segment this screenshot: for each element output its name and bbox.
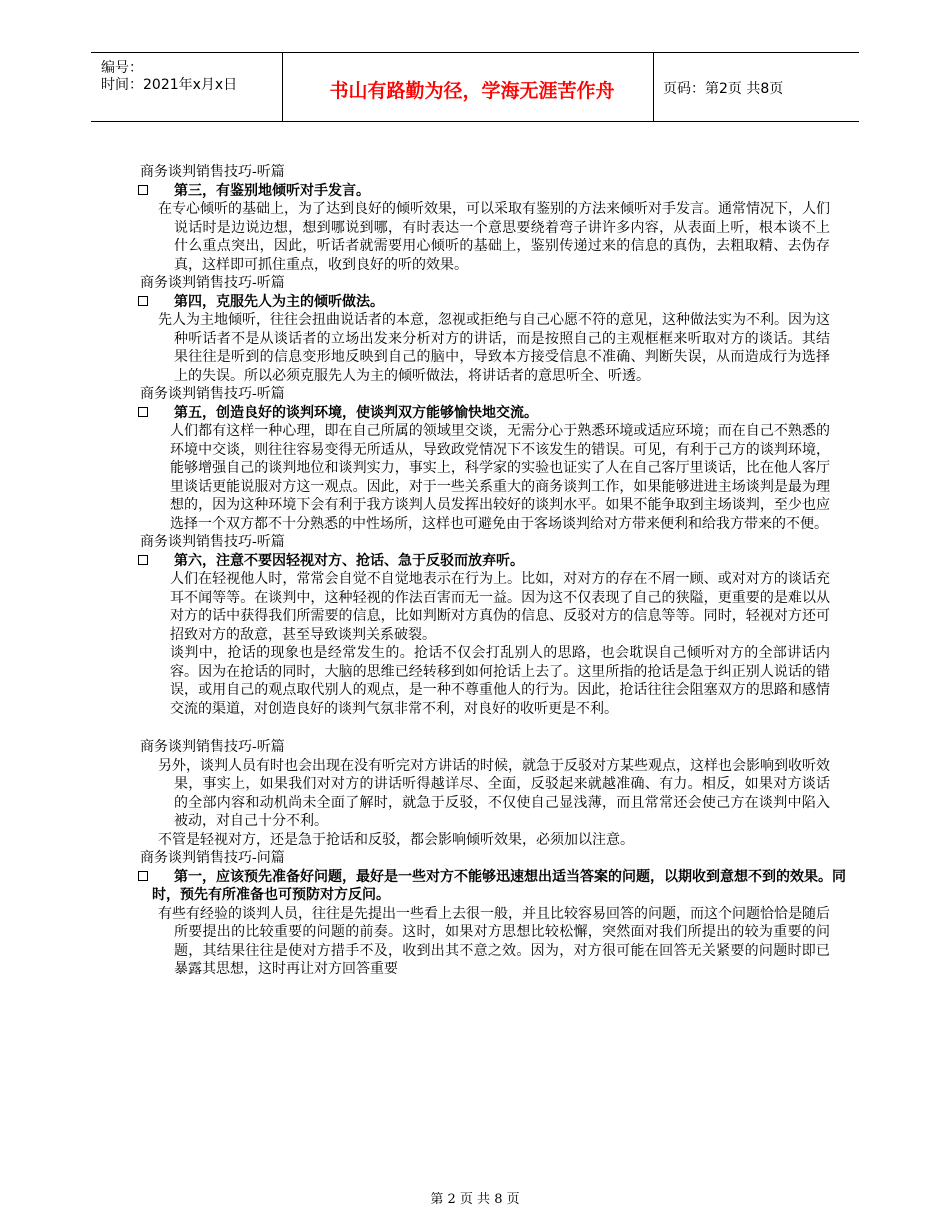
section-listen-3 xyxy=(140,163,830,274)
header-meta xyxy=(101,60,237,94)
section-heading: 第五，创造良好的谈判环境，使谈判双方能够愉快地交流。 xyxy=(138,404,830,423)
header-bottom-rule xyxy=(91,121,859,122)
page-footer: 第 2 页 共 8 页 xyxy=(430,1192,520,1207)
section-heading: 第六，注意不要因轻视对方、抢话、急于反驳而放弃听。 xyxy=(138,552,830,571)
section-title: 商务谈判销售技巧-听篇 xyxy=(140,739,285,755)
checkbox-bullet-icon xyxy=(138,555,148,565)
section-listen-6 xyxy=(140,533,830,718)
section-paragraph: 人们都有这样一种心理，即在自己所属的领域里交谈，无需分心于熟悉环境或适应环境；而在自己不熟悉的环境中交谈，则往往容易变得无所适从，导致政党情况下不该发生的错误。可见，有利于己方的谈判环境，能够增强自己的谈判地位和谈判实力，事实上，科学家的实验也证实了人在自己客厅里谈话，比在他人客厅里谈话更能说服对方这一观点。因此，对于一些关系重大的商务谈判工作，如果能够进进主场谈判是最为理想的，因为这种环境下会有利于我方谈判人员发挥出较好的谈判水平。如果不能争取到主场谈判，至少也应选择一个双方都不十分熟悉的中性场所，这样也可避免由于客场谈判给对方带来便利和给我方带来的不便。 xyxy=(170,423,830,532)
checkbox-bullet-icon xyxy=(138,407,148,417)
section-paragraph: 谈判中，抢话的现象也是经常发生的。抢话不仅会打乱别人的思路，也会耽误自己倾听对方的全部讲话内容。因为在抢话的同时，大脑的思维已经转移到如何抢话上去了。这里所指的抢话是急于纠正别人说话的错误，或用自己的观点取代别人的观点，是一种不尊重他人的行为。因此，抢话往往会阻塞双方的思路和感情交流的渠道，对创造良好的谈判气氛非常不利，对良好的收听更是不利。 xyxy=(170,645,830,717)
checkbox-bullet-icon xyxy=(138,185,148,195)
section-title: 商务谈判销售技巧-听篇 xyxy=(140,386,285,402)
header-number-label: 编号： xyxy=(101,60,143,76)
section-title: 商务谈判销售技巧-听篇 xyxy=(140,534,285,550)
section-heading: 第四，克服先人为主的倾听做法。 xyxy=(138,293,830,312)
document-body xyxy=(140,163,846,979)
section-heading: 第一，应该预先准备好问题，最好是一些对方不能够迅速想出适当答案的问题，以期收到意想不到的效果。同时，预先有所准备也可预防对方反问。 xyxy=(138,868,852,905)
section-title: 商务谈判销售技巧-问篇 xyxy=(140,850,285,866)
header-motto: 书山有路勤为径，学海无涯苦作舟 xyxy=(329,80,615,102)
section-title: 商务谈判销售技巧-听篇 xyxy=(140,275,285,291)
section-paragraph: 另外，谈判人员有时也会出现在没有听完对方讲话的时候，就急于反驳对方某些观点，这样也会影响到收听效果，事实上，如果我们对对方的讲话听得越详尽、全面，反驳起来就越准确、有力。相反，如果对方谈话的全部内容和动机尚未全面了解时，就急于反驳，不仅使自己显浅薄，而且常常还会使己方在谈判中陷入被动，对自己十分不利。 xyxy=(158,757,830,829)
section-paragraph: 在专心倾听的基础上，为了达到良好的倾听效果，可以采取有鉴别的方法来倾听对手发言。通常情况下，人们说话时是边说边想，想到哪说到哪，有时表达一个意思要绕着弯子讲许多内容，从表面上听，根本谈不上什么重点突出，因此，听话者就需要用心倾听的基础上，鉴别传递过来的信息的真伪，去粗取精、去伪存真，这样即可抓住重点，收到良好的听的效果。 xyxy=(158,201,830,273)
section-listen-4 xyxy=(140,274,830,385)
section-listen-extra xyxy=(140,738,830,849)
section-ask-1 xyxy=(140,849,846,979)
section-heading: 第三，有鉴别地倾听对手发言。 xyxy=(138,182,830,201)
section-paragraph: 有些有经验的谈判人员，往往是先提出一些看上去很一般，并且比较容易回答的问题，而这个问题恰恰是随后所要提出的比较重要的问题的前奏。这时，如果对方思想比较松懈，突然面对我们所提出的较为重要的问题，其结果往往是使对方措手不及，收到出其不意之效。因为，对方很可能在回答无关紧要的问题时即已暴露其思想，这时再让对方回答重要 xyxy=(158,905,830,977)
spacer xyxy=(140,718,830,738)
header-divider-left xyxy=(282,52,283,122)
page-header xyxy=(91,52,859,122)
checkbox-bullet-icon xyxy=(138,296,148,306)
section-paragraph: 先人为主地倾听，往往会扭曲说话者的本意，忽视或拒绝与自己心愿不符的意见，这种做法实为不利。因为这种听话者不是从谈话者的立场出发来分析对方的讲话，而是按照自己的主观框框来听取对方的谈话。其结果往往是听到的信息变形地反映到自己的脑中，导致本方接受信息不准确、判断失误，从而造成行为选择上的失误。所以必须克服先人为主的倾听做法，将讲话者的意思听全、听透。 xyxy=(158,312,830,384)
checkbox-bullet-icon xyxy=(138,871,148,881)
section-paragraph: 人们在轻视他人时，常常会自觉不自觉地表示在行为上。比如，对对方的存在不屑一顾、或对对方的谈话充耳不闻等等。在谈判中，这种轻视的作法百害而无一益。因为这不仅表现了自己的狭隘，更重要的是难以从对方的话中获得我们所需要的信息，比如判断对方真伪的信息、反驳对方的信息等等。同时，轻视对方还可招致对方的敌意，甚至导致谈判关系破裂。 xyxy=(170,571,830,643)
header-date-label: 时间：2021年x月x日 xyxy=(101,77,238,93)
header-page-info: 页码：第2页 共8页 xyxy=(663,81,784,97)
section-paragraph: 不管是轻视对方，还是急于抢话和反驳，都会影响倾听效果，必须加以注意。 xyxy=(158,831,634,848)
header-top-rule xyxy=(91,52,859,53)
section-title: 商务谈判销售技巧-听篇 xyxy=(140,164,285,180)
section-listen-5 xyxy=(140,385,830,533)
